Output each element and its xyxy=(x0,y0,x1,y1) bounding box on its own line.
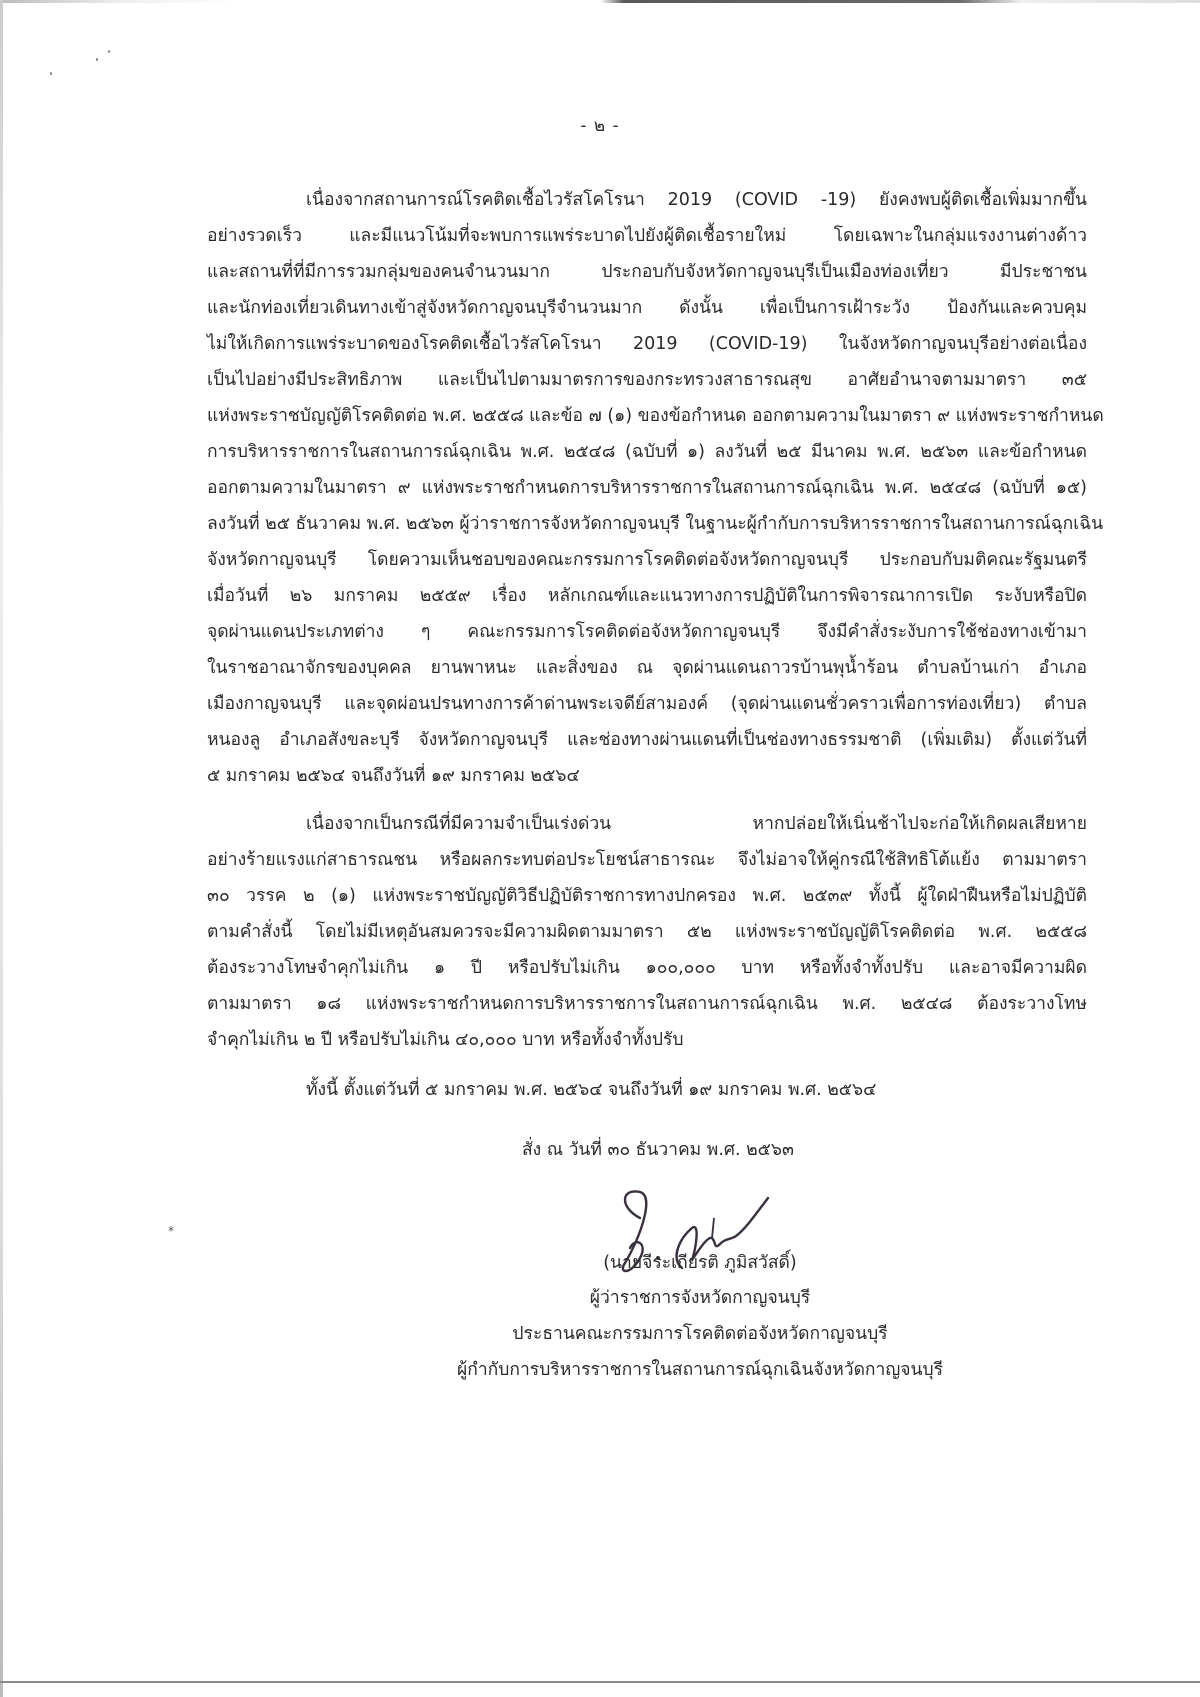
text-line: และสถานที่ที่มีการรวมกลุ่มของคนจำนวนมาก ประกอบกับจังหวัดกาญจนบุรีเป็นเมืองท่องเที่ยว มีประชาชน xyxy=(207,262,1087,282)
signatory-title: ผู้ว่าราชการจังหวัดกาญจนบุรี xyxy=(589,1288,811,1308)
scan-speck xyxy=(50,72,52,75)
scan-speck xyxy=(107,50,110,54)
signatory-title: ประธานคณะกรรมการโรคติดต่อจังหวัดกาญจนบุรี xyxy=(512,1324,888,1344)
text-line: แห่งพระราชบัญญัติโรคติดต่อ พ.ศ. ๒๕๕๘ และข้อ ๗ (๑) ของข้อกำหนด ออกตามความในมาตรา ๙ แห่งพระราชกำหนด xyxy=(207,406,1104,426)
text-line: ๕ มกราคม ๒๕๖๔ จนถึงวันที่ ๑๙ มกราคม ๒๕๖๔ xyxy=(207,766,580,786)
text-line: หนองลู อำเภอสังขละบุรี จังหวัดกาญจนบุรี และช่องทางผ่านแดนที่เป็นช่องทางธรรมชาติ (เพิ่มเติม) ตั้งแต่วันที่ xyxy=(207,730,1087,750)
text-line: อย่างรวดเร็ว และมีแนวโน้มที่จะพบการแพร่ระบาดไปยังผู้ติดเชื้อรายใหม่ โดยเฉพาะในกลุ่มแรงงานต่างด้าว xyxy=(207,226,1087,246)
text-line: เนื่องจากเป็นกรณีที่มีความจำเป็นเร่งด่วน หากปล่อยให้เนิ่นช้าไปจะก่อให้เกิดผลเสียหาย xyxy=(306,814,1087,834)
text-line: ลงวันที่ ๒๕ ธันวาคม พ.ศ. ๒๕๖๓ ผู้ว่าราชการจังหวัดกาญจนบุรี ในฐานะผู้กำกับการบริหารราชการในสถานการณ์ฉุกเฉิน xyxy=(207,514,1104,534)
text-line: เมืองกาญจนบุรี และจุดผ่อนปรนทางการค้าด่านพระเจดีย์สามองค์ (จุดผ่านแดนชั่วคราวเพื่อการท่องเที่ยว) ตำบล xyxy=(207,694,1087,714)
scan-edge-bottom xyxy=(0,1681,1200,1683)
signatory-name: (นายจีระเกียรติ ภูมิสวัสดิ์) xyxy=(603,1253,797,1273)
signatory-title: ผู้กำกับการบริหารราชการในสถานการณ์ฉุกเฉินจังหวัดกาญจนบุรี xyxy=(457,1360,943,1380)
text-line: จำคุกไม่เกิน ๒ ปี หรือปรับไม่เกิน ๔๐,๐๐๐ บาท หรือทั้งจำทั้งปรับ xyxy=(207,1030,684,1050)
text-line: จุดผ่านแดนประเภทต่าง ๆ คณะกรรมการโรคติดต่อจังหวัดกาญจนบุรี จึงมีคำสั่งระงับการใช้ช่องทางเข้ามา xyxy=(207,622,1087,642)
text-line: ตามมาตรา ๑๘ แห่งพระราชกำหนดการบริหารราชการในสถานการณ์ฉุกเฉิน พ.ศ. ๒๕๔๘ ต้องระวางโทษ xyxy=(207,994,1087,1014)
text-line: ต้องระวางโทษจำคุกไม่เกิน ๑ ปี หรือปรับไม่เกิน ๑๐๐,๐๐๐ บาท หรือทั้งจำทั้งปรับ และอาจมีความผิด xyxy=(207,958,1087,978)
text-line: อย่างร้ายแรงแก่สาธารณชน หรือผลกระทบต่อประโยชน์สาธารณะ จึงไม่อาจให้คู่กรณีใช้สิทธิโต้แย้ง ตามมาตรา xyxy=(207,850,1087,870)
text-line: เมื่อวันที่ ๒๖ มกราคม ๒๕๕๙ เรื่อง หลักเกณฑ์และแนวทางการปฏิบัติในการพิจารณาการเปิด ระงับหรือปิด xyxy=(207,586,1087,606)
text-line: ตามคำสั่งนี้ โดยไม่มีเหตุอันสมควรจะมีความผิดตามมาตรา ๕๒ แห่งพระราชบัญญัติโรคติดต่อ พ.ศ. ๒๕๕๘ xyxy=(207,922,1087,942)
margin-mark: * xyxy=(168,1224,174,1238)
scan-edge-left xyxy=(0,0,3,1697)
text-line: ไม่ให้เกิดการแพร่ระบาดของโรคติดเชื้อไวรัสโคโรนา 2019 (COVID-19) ในจังหวัดกาญจนบุรีอย่างต่อเนื่อง xyxy=(207,334,1087,354)
scan-speck xyxy=(96,58,98,61)
effective-period: ทั้งนี้ ตั้งแต่วันที่ ๕ มกราคม พ.ศ. ๒๕๖๔ จนถึงวันที่ ๑๙ มกราคม พ.ศ. ๒๕๖๔ xyxy=(306,1080,877,1100)
text-line: เนื่องจากสถานการณ์โรคติดเชื้อไวรัสโคโรนา 2019 (COVID -19) ยังคงพบผู้ติดเชื้อเพิ่มมากขึ้น xyxy=(306,190,1087,210)
text-line: ในราชอาณาจักรของบุคคล ยานพาหนะ และสิ่งของ ณ จุดผ่านแดนถาวรบ้านพุน้ำร้อน ตำบลบ้านเก่า อำเภอ xyxy=(207,658,1087,678)
text-line: ๓๐ วรรค ๒ (๑) แห่งพระราชบัญญัติวิธีปฏิบัติราชการทางปกครอง พ.ศ. ๒๕๓๙ ทั้งนี้ ผู้ใดฝ่าฝืนหรือไม่ปฏิบัติ xyxy=(207,886,1087,906)
scan-edge-top xyxy=(0,0,1200,3)
page-number: - ๒ - xyxy=(580,116,620,136)
text-line: เป็นไปอย่างมีประสิทธิภาพ และเป็นไปตามมาตรการของกระทรวงสาธารณสุข อาศัยอำนาจตามมาตรา ๓๕ xyxy=(207,370,1087,390)
text-line: จังหวัดกาญจนบุรี โดยความเห็นชอบของคณะกรรมการโรคติดต่อจังหวัดกาญจนบุรี ประกอบกับมติคณะรัฐมนตรี xyxy=(207,550,1087,570)
text-line: ออกตามความในมาตรา ๙ แห่งพระราชกำหนดการบริหารราชการในสถานการณ์ฉุกเฉิน พ.ศ. ๒๕๔๘ (ฉบับที่ ๑๕) xyxy=(207,478,1087,498)
text-line: และนักท่องเที่ยวเดินทางเข้าสู่จังหวัดกาญจนบุรีจำนวนมาก ดังนั้น เพื่อเป็นการเฝ้าระวัง ป้องกันและควบคุม xyxy=(207,298,1087,318)
order-date: สั่ง ณ วันที่ ๓๐ ธันวาคม พ.ศ. ๒๕๖๓ xyxy=(522,1140,794,1160)
text-line: การบริหารราชการในสถานการณ์ฉุกเฉิน พ.ศ. ๒๕๔๘ (ฉบับที่ ๑) ลงวันที่ ๒๕ มีนาคม พ.ศ. ๒๕๖๓ และข้อกำหนด xyxy=(207,442,1087,462)
